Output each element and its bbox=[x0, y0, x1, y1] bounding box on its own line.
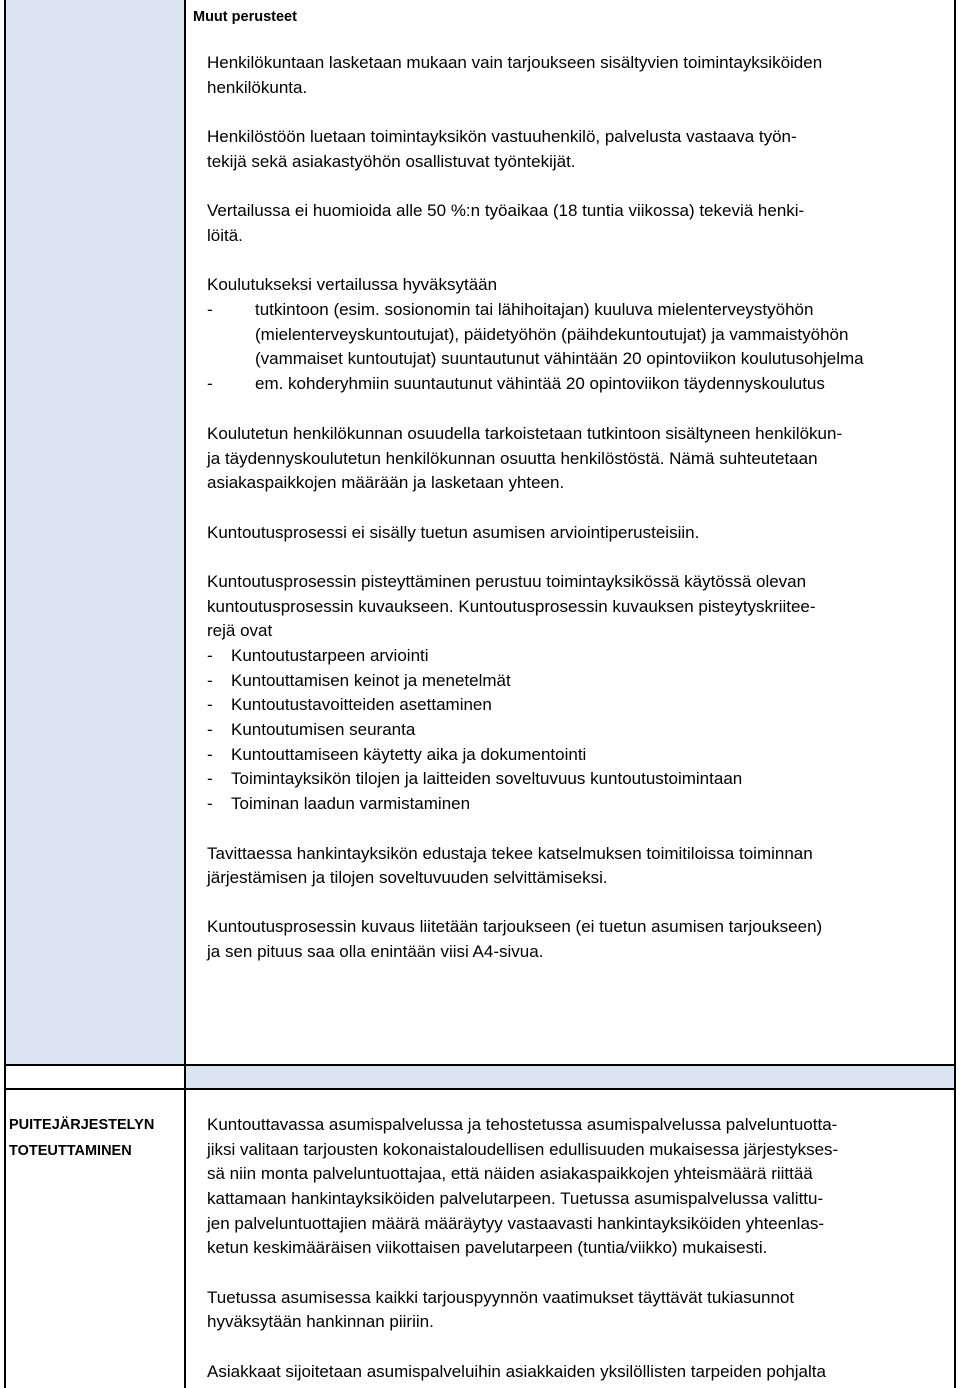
separator-band-right bbox=[186, 1066, 954, 1088]
paragraph-line: ketun keskimääräisen viikottaisen pavelutarpeen (tuntia/viikko) mukaisesti. bbox=[207, 1238, 768, 1257]
paragraph-line: tekijä sekä asiakastyöhön osallistuvat työntekijät. bbox=[207, 152, 576, 171]
paragraph-line: Asiakkaat sijoitetaan asumispalveluihin asiakkaiden yksilöllisten tarpeiden pohjalta bbox=[207, 1362, 826, 1381]
list-item: Kuntoutumisen seuranta bbox=[231, 720, 416, 739]
list-bullet: - bbox=[207, 769, 213, 788]
section-heading: Muut perusteet bbox=[193, 9, 297, 25]
list-bullet: - bbox=[207, 745, 213, 764]
paragraph-line: ja täydennyskoulutetun henkilökunnan osuutta henkilöstöstä. Nämä suhteutetaan bbox=[207, 449, 818, 468]
paragraph-line: jen palveluntuottajien määrä määräytyy vastaavasti hankintayksiköiden yhteenlas- bbox=[207, 1214, 825, 1233]
paragraph-line: Kuntoutusprosessi ei sisälly tuetun asumisen arviointiperusteisiin. bbox=[207, 523, 700, 542]
paragraph-line: löitä. bbox=[207, 226, 243, 245]
paragraph-line: henkilökunta. bbox=[207, 78, 308, 97]
list-item: Toimintayksikön tilojen ja laitteiden soveltuvuus kuntoutustoimintaan bbox=[231, 769, 743, 788]
separator-band bbox=[4, 1064, 956, 1090]
paragraph-line: hyväksytään hankinnan piiriin. bbox=[207, 1312, 434, 1331]
list-bullet: - bbox=[207, 720, 213, 739]
separator-band-left bbox=[6, 1066, 186, 1088]
paragraph-line: Kuntoutusprosessin pisteyttäminen perustuu toimintayksikössä käytössä olevan bbox=[207, 572, 807, 591]
list-item-line: (vammaiset kuntoutujat) suuntautunut vähintään 20 opintoviikon koulutusohjelma bbox=[255, 349, 864, 368]
paragraph-line: asiakaspaikkojen määrään ja lasketaan yhteen. bbox=[207, 473, 565, 492]
list-item: Kuntouttamiseen käytetty aika ja dokumentointi bbox=[231, 745, 587, 764]
paragraph-line: Koulutukseksi vertailussa hyväksytään bbox=[207, 275, 498, 294]
list-bullet: - bbox=[207, 695, 213, 714]
paragraph-line: Kuntoutusprosessin kuvaus liitetään tarjoukseen (ei tuetun asumisen tarjoukseen) bbox=[207, 917, 823, 936]
paragraph-line: Kuntouttavassa asumispalvelussa ja tehostetussa asumispalvelussa palveluntuotta- bbox=[207, 1115, 838, 1134]
paragraph-line: Tuetussa asumisessa kaikki tarjouspyynnön vaatimukset täyttävät tukiasunnot bbox=[207, 1288, 795, 1307]
paragraph-line: ja sen pituus saa olla enintään viisi A4-sivua. bbox=[207, 942, 544, 961]
paragraph-line: Henkilöstöön luetaan toimintayksikön vastuuhenkilö, palvelusta vastaava työn- bbox=[207, 127, 797, 146]
paragraph-line: Henkilökuntaan lasketaan mukaan vain tarjoukseen sisältyvien toimintayksiköiden bbox=[207, 53, 823, 72]
list-bullet: - bbox=[207, 374, 213, 393]
list-bullet: - bbox=[207, 646, 213, 665]
paragraph-line: kuntoutusprosessin kuvaukseen. Kuntoutusprosessin kuvauksen pisteytyskriitee- bbox=[207, 597, 816, 616]
paragraph-line: jiksi valitaan tarjousten kokonaistaloudellisen edullisuuden mukaisessa järjestykses- bbox=[207, 1140, 839, 1159]
left-column-top bbox=[4, 0, 186, 1064]
list-bullet: - bbox=[207, 794, 213, 813]
list-item: Kuntouttamisen keinot ja menetelmät bbox=[231, 671, 511, 690]
list-item-line: (mielenterveyskuntoutujat), päidetyöhön (päihdekuntoutujat) ja vammaistyöhön bbox=[255, 325, 849, 344]
list-item: Toiminan laadun varmistaminen bbox=[231, 794, 471, 813]
list-bullet: - bbox=[207, 300, 213, 319]
paragraph-line: Vertailussa ei huomioida alle 50 %:n työaikaa (18 tuntia viikossa) tekeviä henki- bbox=[207, 201, 805, 220]
list-bullet: - bbox=[207, 671, 213, 690]
paragraph-line: Koulutetun henkilökunnan osuudella tarkoistetaan tutkintoon sisältyneen henkilökun- bbox=[207, 424, 843, 443]
paragraph-line: kattamaan hankintayksiköiden palvelutarpeen. Tuetussa asumispalvelussa valittu- bbox=[207, 1189, 824, 1208]
list-item: Kuntoutustavoitteiden asettaminen bbox=[231, 695, 492, 714]
section-label: TOTEUTTAMINEN bbox=[9, 1143, 132, 1159]
paragraph-line: Tavittaessa hankintayksikön edustaja tekee katselmuksen toimitiloissa toiminnan bbox=[207, 844, 813, 863]
list-item-line: tutkintoon (esim. sosionomin tai lähihoitajan) kuuluva mielenterveystyöhön bbox=[255, 300, 814, 319]
section-label: PUITEJÄRJESTELYN bbox=[9, 1117, 155, 1133]
list-item: Kuntoutustarpeen arviointi bbox=[231, 646, 429, 665]
paragraph-line: rejä ovat bbox=[207, 621, 273, 640]
paragraph-line: sä niin monta palveluntuottajaa, että näiden asiakaspaikkojen yhteismäärä riittää bbox=[207, 1164, 813, 1183]
paragraph-line: järjestämisen ja tilojen soveltuvuuden selvittämiseksi. bbox=[207, 868, 608, 887]
list-item-line: em. kohderyhmiin suuntautunut vähintää 20 opintoviikon täydennyskoulutus bbox=[255, 374, 825, 393]
